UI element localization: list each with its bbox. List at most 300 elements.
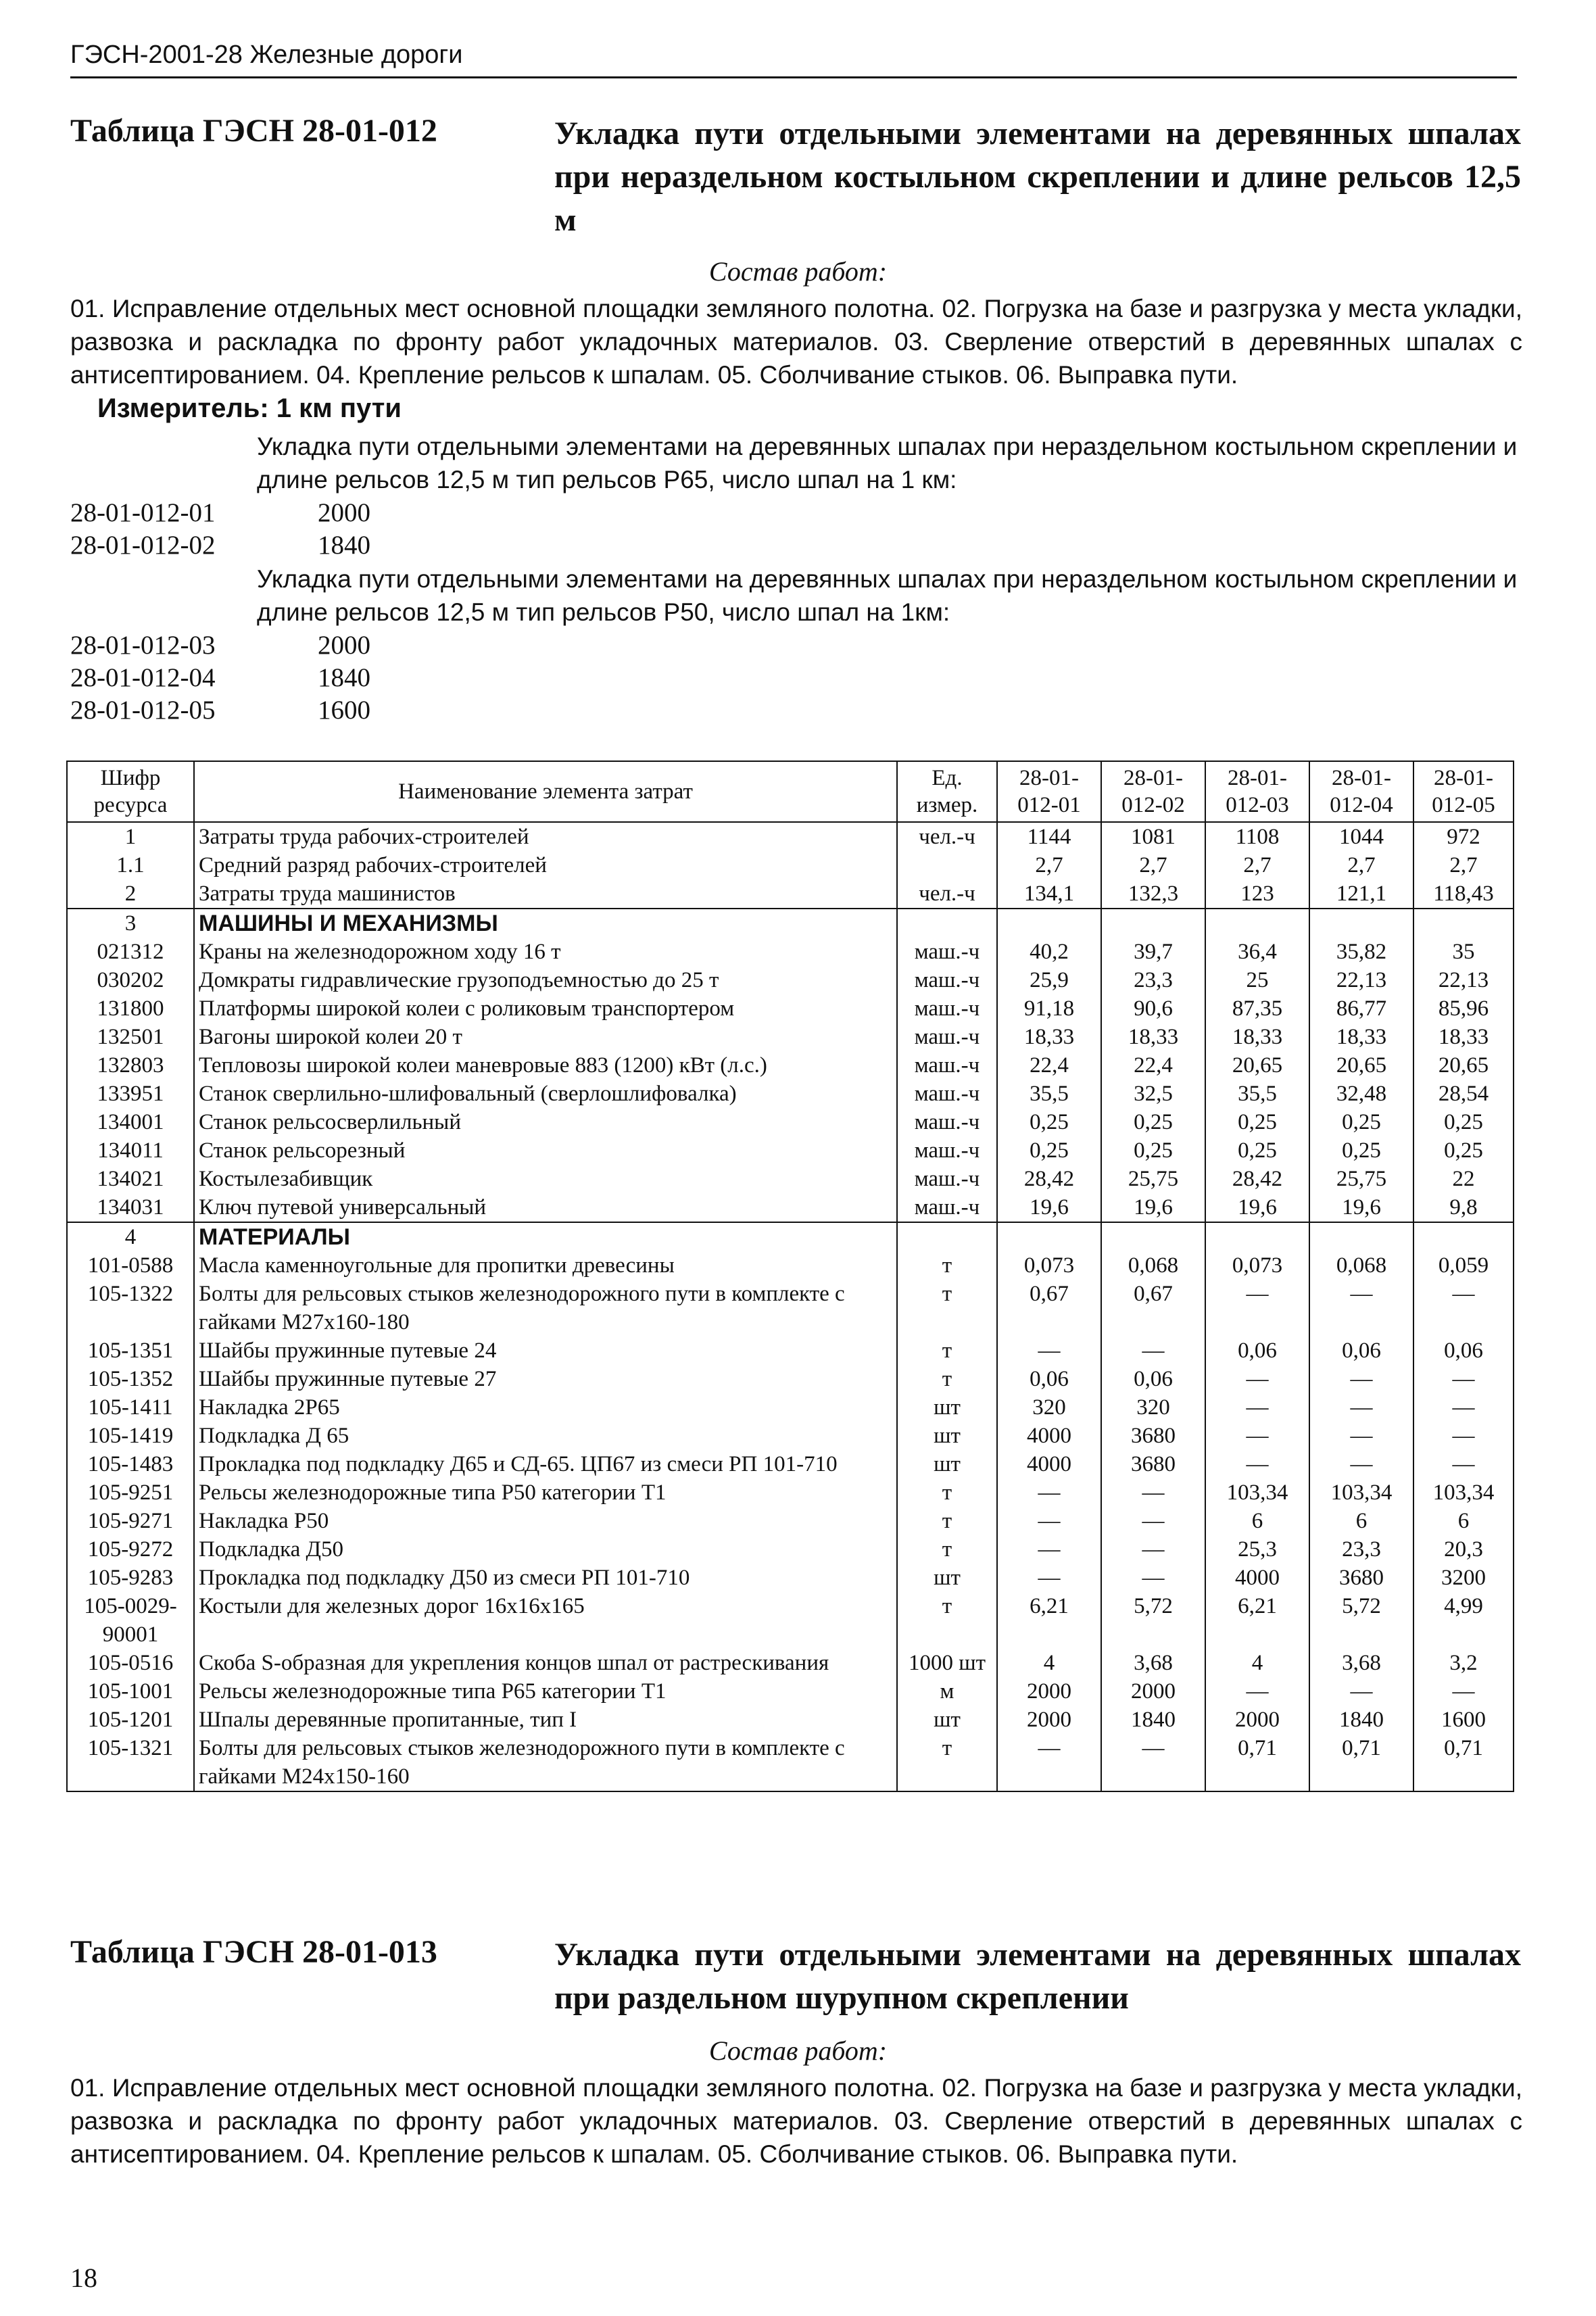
resource-code: 1.1	[67, 851, 194, 879]
resource-value: 0,25	[1309, 1108, 1413, 1136]
resource-value: 22,13	[1413, 966, 1514, 994]
resource-name: Домкраты гидравлические грузоподъемностью до 25 т	[194, 966, 897, 994]
resource-value: 19,6	[1309, 1193, 1413, 1222]
resource-unit: маш.-ч	[897, 1136, 997, 1165]
resource-value: 0,25	[997, 1136, 1101, 1165]
resource-value: 22,4	[997, 1051, 1101, 1080]
resource-name: Шайбы пружинные путевые 24	[194, 1336, 897, 1365]
resource-value: 1840	[1309, 1706, 1413, 1734]
resource-value: 35,5	[1205, 1080, 1309, 1108]
resource-value: 3680	[1101, 1422, 1205, 1450]
resource-value: 5,72	[1101, 1592, 1205, 1649]
resource-code: 105-9251	[67, 1478, 194, 1507]
resource-value: —	[997, 1478, 1101, 1507]
resource-value: 0,06	[1101, 1365, 1205, 1393]
resource-value: 6	[1205, 1507, 1309, 1535]
resource-value: 19,6	[1205, 1193, 1309, 1222]
table-section-row	[67, 1222, 1514, 1251]
table1-title: Укладка пути отдельными элементами на деревянных шпалах при нераздельном костыльном скреплении и длине рельсов 12,5 м	[554, 116, 1521, 238]
table-row	[67, 1677, 1514, 1706]
resource-value: 103,34	[1413, 1478, 1514, 1507]
resource-name: Накладка 2Р65	[194, 1393, 897, 1422]
resource-name: Станок рельсорезный	[194, 1136, 897, 1165]
page-number: 18	[70, 2263, 97, 2293]
variant-code: 28-01-012-02	[70, 531, 216, 560]
resource-value: 91,18	[997, 994, 1101, 1023]
table-row	[67, 1165, 1514, 1193]
resource-value: 25	[1205, 966, 1309, 994]
resource-value: 4	[1205, 1649, 1309, 1677]
resource-value	[1205, 1222, 1309, 1251]
resource-value: 2000	[1101, 1677, 1205, 1706]
resource-code: 105-1411	[67, 1393, 194, 1422]
section-title: МАТЕРИАЛЫ	[194, 1222, 897, 1251]
resource-name: Прокладка под подкладку Д65 и СД-65. ЦП67 из смеси РП 101-710	[194, 1450, 897, 1478]
table-row	[67, 1649, 1514, 1677]
table-row	[67, 994, 1514, 1023]
resource-value: 134,1	[997, 879, 1101, 909]
resource-name: Рельсы железнодорожные типа Р65 категории Т1	[194, 1677, 897, 1706]
variant-value: 1840	[318, 531, 370, 560]
table-row	[67, 1365, 1514, 1393]
resource-value: 20,3	[1413, 1535, 1514, 1564]
resource-name: Средний разряд рабочих-строителей	[194, 851, 897, 879]
resource-value: 1044	[1309, 822, 1413, 851]
resource-value: 0,25	[997, 1108, 1101, 1136]
resource-value: 0,25	[1205, 1136, 1309, 1165]
resource-value: 1081	[1101, 822, 1205, 851]
table-row	[67, 879, 1514, 909]
resource-value: 0,06	[1413, 1336, 1514, 1365]
resource-unit: чел.-ч	[897, 822, 997, 851]
resource-value: 85,96	[1413, 994, 1514, 1023]
resource-value: 1840	[1101, 1706, 1205, 1734]
variant-value: 1600	[318, 696, 370, 725]
resource-value: 3,68	[1309, 1649, 1413, 1677]
resource-value: 35,5	[997, 1080, 1101, 1108]
resource-value: 0,25	[1309, 1136, 1413, 1165]
resource-value: —	[1101, 1478, 1205, 1507]
resource-value: 103,34	[1309, 1478, 1413, 1507]
resource-code: 105-1322	[67, 1280, 194, 1336]
resource-unit: маш.-ч	[897, 1080, 997, 1108]
resource-value: 6,21	[997, 1592, 1101, 1649]
table2-title: Укладка пути отдельными элементами на деревянных шпалах при раздельном шурупном скреплении	[554, 1937, 1521, 2016]
resource-value: —	[1101, 1734, 1205, 1791]
resource-value: 87,35	[1205, 994, 1309, 1023]
resource-unit: шт	[897, 1393, 997, 1422]
col-header-name: Наименование элемента затрат	[194, 761, 897, 822]
variant-value: 1840	[318, 663, 370, 692]
table-row	[67, 1535, 1514, 1564]
resource-code: 030202	[67, 966, 194, 994]
resource-unit: маш.-ч	[897, 994, 997, 1023]
resource-value	[1413, 909, 1514, 938]
resource-value: 4,99	[1413, 1592, 1514, 1649]
resource-value: 18,33	[997, 1023, 1101, 1051]
resource-value: 3200	[1413, 1564, 1514, 1592]
resource-code: 105-1352	[67, 1365, 194, 1393]
resource-value: 3680	[1101, 1450, 1205, 1478]
resource-name: Костыли для железных дорог 16х16х165	[194, 1592, 897, 1649]
resource-value: 40,2	[997, 938, 1101, 966]
resource-value: 2,7	[1413, 851, 1514, 879]
resource-unit: т	[897, 1251, 997, 1280]
col-header-code: Шифр ресурса	[67, 761, 194, 822]
table-row	[67, 851, 1514, 879]
table-row	[67, 1336, 1514, 1365]
resource-table-body	[67, 822, 1514, 1791]
resource-value: —	[1309, 1365, 1413, 1393]
resource-value: —	[997, 1564, 1101, 1592]
table-row	[67, 966, 1514, 994]
resource-name: Краны на железнодорожном ходу 16 т	[194, 938, 897, 966]
resource-value: —	[1205, 1365, 1309, 1393]
resource-name: Болты для рельсовых стыков железнодорожного пути в комплекте с гайками М24х150-160	[194, 1734, 897, 1791]
resource-value: 18,33	[1205, 1023, 1309, 1051]
resource-value	[1205, 909, 1309, 938]
resource-name: Затраты труда рабочих-строителей	[194, 822, 897, 851]
resource-value: 20,65	[1413, 1051, 1514, 1080]
table-row	[67, 1251, 1514, 1280]
col-header-variant: 28-01-012-04	[1309, 761, 1413, 822]
resource-unit: маш.-ч	[897, 1165, 997, 1193]
resource-value: 25,9	[997, 966, 1101, 994]
resource-value: —	[1205, 1677, 1309, 1706]
resource-unit: т	[897, 1507, 997, 1535]
table-row	[67, 1136, 1514, 1165]
resource-code: 105-9271	[67, 1507, 194, 1535]
table-row	[67, 1706, 1514, 1734]
resource-value: 0,71	[1205, 1734, 1309, 1791]
resource-value: 3680	[1309, 1564, 1413, 1592]
resource-value: 0,71	[1413, 1734, 1514, 1791]
table-section-row	[67, 909, 1514, 938]
resource-value: 0,67	[1101, 1280, 1205, 1336]
resource-value: 23,3	[1309, 1535, 1413, 1564]
variant-code: 28-01-012-04	[70, 663, 216, 692]
resource-value: 90,6	[1101, 994, 1205, 1023]
table2-sostav-text: 01. Исправление отдельных мест основной площадки земляного полотна. 02. Погрузка на базе и разгрузка у места укладки, развозка и раскладка по фронту работ укладочных материалов. 03. Сверление отверстий в деревянных шпалах с антисептированием. 04. Крепление рельсов к шпалам. 05. Сболчивание стыков. 06. Выправка пути.	[70, 2074, 1522, 2168]
resource-value: 4000	[997, 1450, 1101, 1478]
resource-value: 22	[1413, 1165, 1514, 1193]
resource-value: 28,42	[1205, 1165, 1309, 1193]
resource-value: 18,33	[1413, 1023, 1514, 1051]
resource-value: —	[1413, 1365, 1514, 1393]
resource-unit: маш.-ч	[897, 1023, 997, 1051]
resource-unit: т	[897, 1365, 997, 1393]
resource-value: —	[1205, 1450, 1309, 1478]
table2-sostav-label: Состав работ:	[708, 2035, 888, 2066]
table-row	[67, 1051, 1514, 1080]
resource-value: 132,3	[1101, 879, 1205, 909]
resource-value: 18,33	[1101, 1023, 1205, 1051]
variant-value: 2000	[318, 631, 370, 660]
resource-value: 972	[1413, 822, 1514, 851]
resource-unit: шт	[897, 1706, 997, 1734]
resource-code: 105-1419	[67, 1422, 194, 1450]
table1-meter: Измеритель: 1 км пути	[97, 393, 402, 423]
variant-group-desc: Укладка пути отдельными элементами на деревянных шпалах при нераздельном костыльном скреплении и длине рельсов 12,5 м тип рельсов Р50, число шпал на 1км:	[257, 565, 1518, 626]
resource-value: —	[1101, 1535, 1205, 1564]
resource-name: Болты для рельсовых стыков железнодорожного пути в комплекте с гайками М27х160-180	[194, 1280, 897, 1336]
variant-group-desc: Укладка пути отдельными элементами на деревянных шпалах при нераздельном костыльном скреплении и длине рельсов 12,5 м тип рельсов Р65, число шпал на 1 км:	[257, 433, 1518, 493]
table-row	[67, 1193, 1514, 1222]
resource-value: —	[1309, 1393, 1413, 1422]
resource-unit: т	[897, 1336, 997, 1365]
resource-value: 35,82	[1309, 938, 1413, 966]
resource-code: 134011	[67, 1136, 194, 1165]
resource-value: 35	[1413, 938, 1514, 966]
table-row	[67, 1507, 1514, 1535]
resource-value: 0,06	[997, 1365, 1101, 1393]
resource-value: —	[1101, 1564, 1205, 1592]
resource-value: 3,2	[1413, 1649, 1514, 1677]
resource-unit: 1000 шт	[897, 1649, 997, 1677]
resource-value: 0,25	[1413, 1108, 1514, 1136]
resource-value	[1309, 909, 1413, 938]
table-row	[67, 1280, 1514, 1336]
resource-value: 0,71	[1309, 1734, 1413, 1791]
table1-heading	[70, 112, 1524, 247]
resource-value: 25,75	[1309, 1165, 1413, 1193]
resource-value: 2,7	[997, 851, 1101, 879]
resource-value: 103,34	[1205, 1478, 1309, 1507]
resource-name: Затраты труда машинистов	[194, 879, 897, 909]
table-row	[67, 1450, 1514, 1478]
resource-name: Подкладка Д 65	[194, 1422, 897, 1450]
resource-value: 0,073	[997, 1251, 1101, 1280]
table-row	[67, 1592, 1514, 1649]
table-row	[67, 1080, 1514, 1108]
resource-value: —	[1413, 1393, 1514, 1422]
resource-unit: маш.-ч	[897, 938, 997, 966]
resource-value: 121,1	[1309, 879, 1413, 909]
resource-value: 39,7	[1101, 938, 1205, 966]
resource-value: 3,68	[1101, 1649, 1205, 1677]
resource-value: 0,068	[1309, 1251, 1413, 1280]
resource-value: 4	[997, 1649, 1101, 1677]
resource-name: Платформы широкой колеи с роликовым транспортером	[194, 994, 897, 1023]
resource-value: 28,54	[1413, 1080, 1514, 1108]
resource-value: 123	[1205, 879, 1309, 909]
resource-unit: м	[897, 1677, 997, 1706]
table1-sostav-label: Состав работ:	[708, 256, 888, 287]
resource-value: 6	[1413, 1507, 1514, 1535]
resource-value: 118,43	[1413, 879, 1514, 909]
resource-value: 32,48	[1309, 1080, 1413, 1108]
resource-code: 105-1321	[67, 1734, 194, 1791]
resource-value: 5,72	[1309, 1592, 1413, 1649]
table-row	[67, 1478, 1514, 1507]
resource-name: Рельсы железнодорожные типа Р50 категории Т1	[194, 1478, 897, 1507]
table-row	[67, 1393, 1514, 1422]
resource-value: 0,06	[1205, 1336, 1309, 1365]
resource-name: Тепловозы широкой колеи маневровые 883 (1200) кВт (л.с.)	[194, 1051, 897, 1080]
resource-value: —	[997, 1507, 1101, 1535]
resource-value: 2,7	[1309, 851, 1413, 879]
resource-value: 23,3	[1101, 966, 1205, 994]
resource-unit: т	[897, 1734, 997, 1791]
resource-value: 2,7	[1101, 851, 1205, 879]
resource-name: Прокладка под подкладку Д50 из смеси РП 101-710	[194, 1564, 897, 1592]
col-header-variant: 28-01-012-01	[997, 761, 1101, 822]
resource-unit: маш.-ч	[897, 1108, 997, 1136]
resource-value: 0,67	[997, 1280, 1101, 1336]
col-header-variant: 28-01-012-03	[1205, 761, 1309, 822]
resource-code: 134021	[67, 1165, 194, 1193]
resource-value: 0,073	[1205, 1251, 1309, 1280]
table-row	[67, 1422, 1514, 1450]
resource-code: 134001	[67, 1108, 194, 1136]
resource-name: Станок сверлильно-шлифовальный (сверлошлифовалка)	[194, 1080, 897, 1108]
variant-value: 2000	[318, 498, 370, 527]
resource-name: Шайбы пружинные путевые 27	[194, 1365, 897, 1393]
resource-value: —	[1413, 1450, 1514, 1478]
resource-value: 25,75	[1101, 1165, 1205, 1193]
resource-value: 0,25	[1101, 1136, 1205, 1165]
section-title: МАШИНЫ И МЕХАНИЗМЫ	[194, 909, 897, 938]
table-row	[67, 938, 1514, 966]
resource-name: Костылезабивщик	[194, 1165, 897, 1193]
variant-code: 28-01-012-01	[70, 498, 216, 527]
resource-value: —	[1413, 1280, 1514, 1336]
resource-code: 105-9283	[67, 1564, 194, 1592]
resource-value: 0,068	[1101, 1251, 1205, 1280]
resource-value	[1101, 1222, 1205, 1251]
resource-value	[997, 1222, 1101, 1251]
resource-value: 320	[997, 1393, 1101, 1422]
resource-value: —	[1205, 1280, 1309, 1336]
resource-code: 105-1201	[67, 1706, 194, 1734]
resource-value: 36,4	[1205, 938, 1309, 966]
resource-code: 4	[67, 1222, 194, 1251]
resource-value: —	[1309, 1280, 1413, 1336]
resource-value: —	[1101, 1507, 1205, 1535]
resource-value: 9,8	[1413, 1193, 1514, 1222]
resource-value: —	[1205, 1422, 1309, 1450]
resource-unit	[897, 851, 997, 879]
resource-code: 132501	[67, 1023, 194, 1051]
resource-value: 19,6	[1101, 1193, 1205, 1222]
resource-code: 134031	[67, 1193, 194, 1222]
resource-value: 28,42	[997, 1165, 1101, 1193]
col-header-unit: Ед. измер.	[897, 761, 997, 822]
table1-sostav-text: 01. Исправление отдельных мест основной площадки земляного полотна. 02. Погрузка на базе и разгрузка у места укладки, развозка и раскладка по фронту работ укладочных материалов. 03. Сверление отверстий в деревянных шпалах с антисептированием. 04. Крепление рельсов к шпалам. 05. Сболчивание стыков. 06. Выправка пути.	[70, 295, 1522, 389]
resource-value: 0,25	[1101, 1108, 1205, 1136]
resource-name: Вагоны широкой колеи 20 т	[194, 1023, 897, 1051]
variant-code: 28-01-012-05	[70, 696, 216, 725]
resource-value: —	[1309, 1677, 1413, 1706]
resource-unit: маш.-ч	[897, 1051, 997, 1080]
resource-unit: шт	[897, 1564, 997, 1592]
table-row	[67, 1734, 1514, 1791]
resource-code: 101-0588	[67, 1251, 194, 1280]
resource-value: —	[1413, 1677, 1514, 1706]
resource-value: 2000	[997, 1706, 1101, 1734]
resource-value: 6,21	[1205, 1592, 1309, 1649]
resource-value	[997, 909, 1101, 938]
resource-value: 2000	[1205, 1706, 1309, 1734]
col-header-variant: 28-01-012-05	[1413, 761, 1514, 822]
resource-value: —	[1101, 1336, 1205, 1365]
resource-value: 2,7	[1205, 851, 1309, 879]
resource-value: 4000	[997, 1422, 1101, 1450]
resource-name: Скоба S-образная для укрепления концов шпал от растрескивания	[194, 1649, 897, 1677]
resource-unit: шт	[897, 1422, 997, 1450]
resource-unit	[897, 1222, 997, 1251]
resource-code: 131800	[67, 994, 194, 1023]
resource-unit	[897, 909, 997, 938]
resource-name: Масла каменноугольные для пропитки древесины	[194, 1251, 897, 1280]
resource-value: 32,5	[1101, 1080, 1205, 1108]
table-row	[67, 822, 1514, 851]
resource-code: 105-9272	[67, 1535, 194, 1564]
variant-code: 28-01-012-03	[70, 631, 216, 660]
resource-unit: шт	[897, 1450, 997, 1478]
resource-value: 4000	[1205, 1564, 1309, 1592]
resource-value: 19,6	[997, 1193, 1101, 1222]
table2-heading	[70, 1933, 1524, 2028]
resource-unit: т	[897, 1478, 997, 1507]
resource-code: 133951	[67, 1080, 194, 1108]
resource-code: 1	[67, 822, 194, 851]
running-header: ГЭСН-2001-28 Железные дороги	[70, 41, 1517, 78]
resource-table	[66, 761, 1514, 1792]
resource-value: 1600	[1413, 1706, 1514, 1734]
resource-name: Станок рельсосверлильный	[194, 1108, 897, 1136]
resource-value: —	[1413, 1422, 1514, 1450]
resource-name: Ключ путевой универсальный	[194, 1193, 897, 1222]
resource-value: —	[1205, 1393, 1309, 1422]
table-row	[67, 1108, 1514, 1136]
resource-code: 105-1001	[67, 1677, 194, 1706]
table-header-row	[67, 761, 1514, 822]
resource-value: —	[1309, 1422, 1413, 1450]
resource-code: 105-0029-90001	[67, 1592, 194, 1649]
table1-code: Таблица ГЭСН 28-01-012	[70, 113, 437, 149]
resource-value: 0,25	[1205, 1108, 1309, 1136]
table-row	[67, 1564, 1514, 1592]
resource-unit: т	[897, 1535, 997, 1564]
resource-code: 021312	[67, 938, 194, 966]
table-row	[67, 1023, 1514, 1051]
resource-value: —	[997, 1734, 1101, 1791]
resource-code: 105-0516	[67, 1649, 194, 1677]
resource-name: Шпалы деревянные пропитанные, тип I	[194, 1706, 897, 1734]
resource-name: Подкладка Д50	[194, 1535, 897, 1564]
resource-value: 2000	[997, 1677, 1101, 1706]
resource-code: 2	[67, 879, 194, 909]
resource-value: 0,06	[1309, 1336, 1413, 1365]
resource-value	[1413, 1222, 1514, 1251]
resource-value: —	[1309, 1450, 1413, 1478]
resource-value: 25,3	[1205, 1535, 1309, 1564]
resource-name: Накладка Р50	[194, 1507, 897, 1535]
resource-code: 3	[67, 909, 194, 938]
resource-value: 0,25	[1413, 1136, 1514, 1165]
resource-unit: т	[897, 1592, 997, 1649]
resource-value: 18,33	[1309, 1023, 1413, 1051]
resource-code: 105-1351	[67, 1336, 194, 1365]
resource-code: 132803	[67, 1051, 194, 1080]
resource-value	[1101, 909, 1205, 938]
resource-value: 20,65	[1309, 1051, 1413, 1080]
resource-value: 22,13	[1309, 966, 1413, 994]
resource-code: 105-1483	[67, 1450, 194, 1478]
resource-unit: маш.-ч	[897, 966, 997, 994]
resource-value: 20,65	[1205, 1051, 1309, 1080]
